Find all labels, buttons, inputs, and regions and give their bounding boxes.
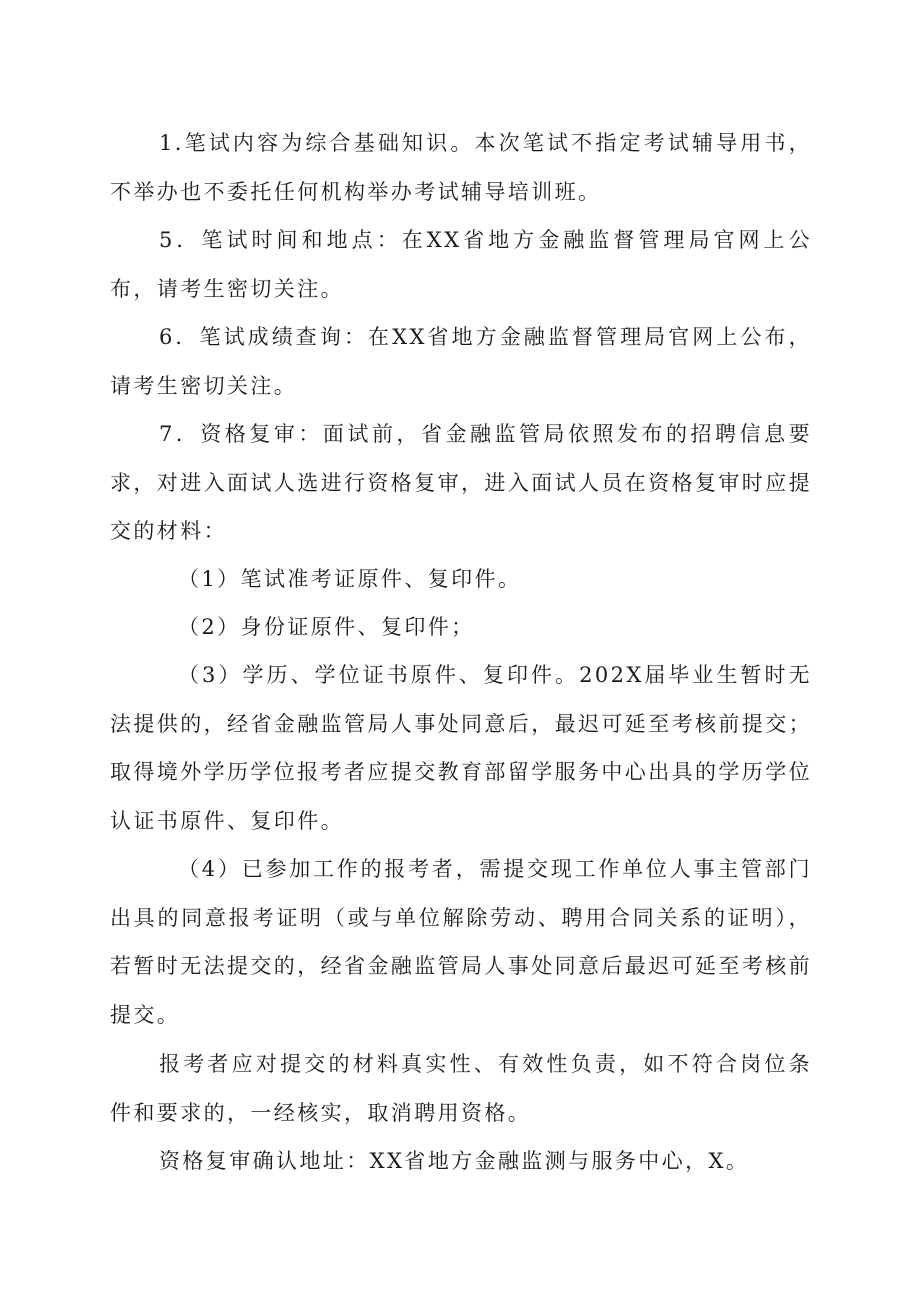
paragraph-exam-time-location: 5．笔试时间和地点：在XX省地方金融监督管理局官网上公布，请考生密切关注。 — [110, 228, 812, 301]
list-item-diploma: （3）学历、学位证书原件、复印件。202X届毕业生暂时无法提供的，经省金融监管局人事处同意后，最迟可延至考核前提交；取得境外学历学位报考者应提交教育部留学服务中心出具的学历学位认证书原件、复印件。 — [110, 663, 812, 833]
paragraph-score-query: 6．笔试成绩查询：在XX省地方金融监督管理局官网上公布，请考生密切关注。 — [110, 325, 812, 398]
paragraph-written-test-content: 1.笔试内容为综合基础知识。本次笔试不指定考试辅导用书，不举办也不委托任何机构举办考试辅导培训班。 — [110, 131, 812, 204]
paragraph-review-address: 资格复审确认地址：XX省地方金融监测与服务中心，X。 — [159, 1149, 750, 1173]
paragraph-qualification-review: 7．资格复审：面试前，省金融监管局依照发布的招聘信息要求，对进入面试人选进行资格复审，进入面试人员在资格复审时应提交的材料： — [110, 422, 812, 543]
list-item-id-card: （2）身份证原件、复印件； — [178, 615, 475, 639]
list-item-admission-ticket: （1）笔试准考证原件、复印件。 — [178, 567, 522, 591]
paragraph-applicant-responsibility: 报考者应对提交的材料真实性、有效性负责，如不符合岗位条件和要求的，一经核实，取消聘用资格。 — [110, 1052, 812, 1125]
list-item-employment-proof: （4）已参加工作的报考者，需提交现工作单位人事主管部门出具的同意报考证明（或与单位解除劳动、聘用合同关系的证明），若暂时无法提交的，经省金融监管局人事处同意后最迟可延至考核前提交。 — [110, 857, 812, 1027]
